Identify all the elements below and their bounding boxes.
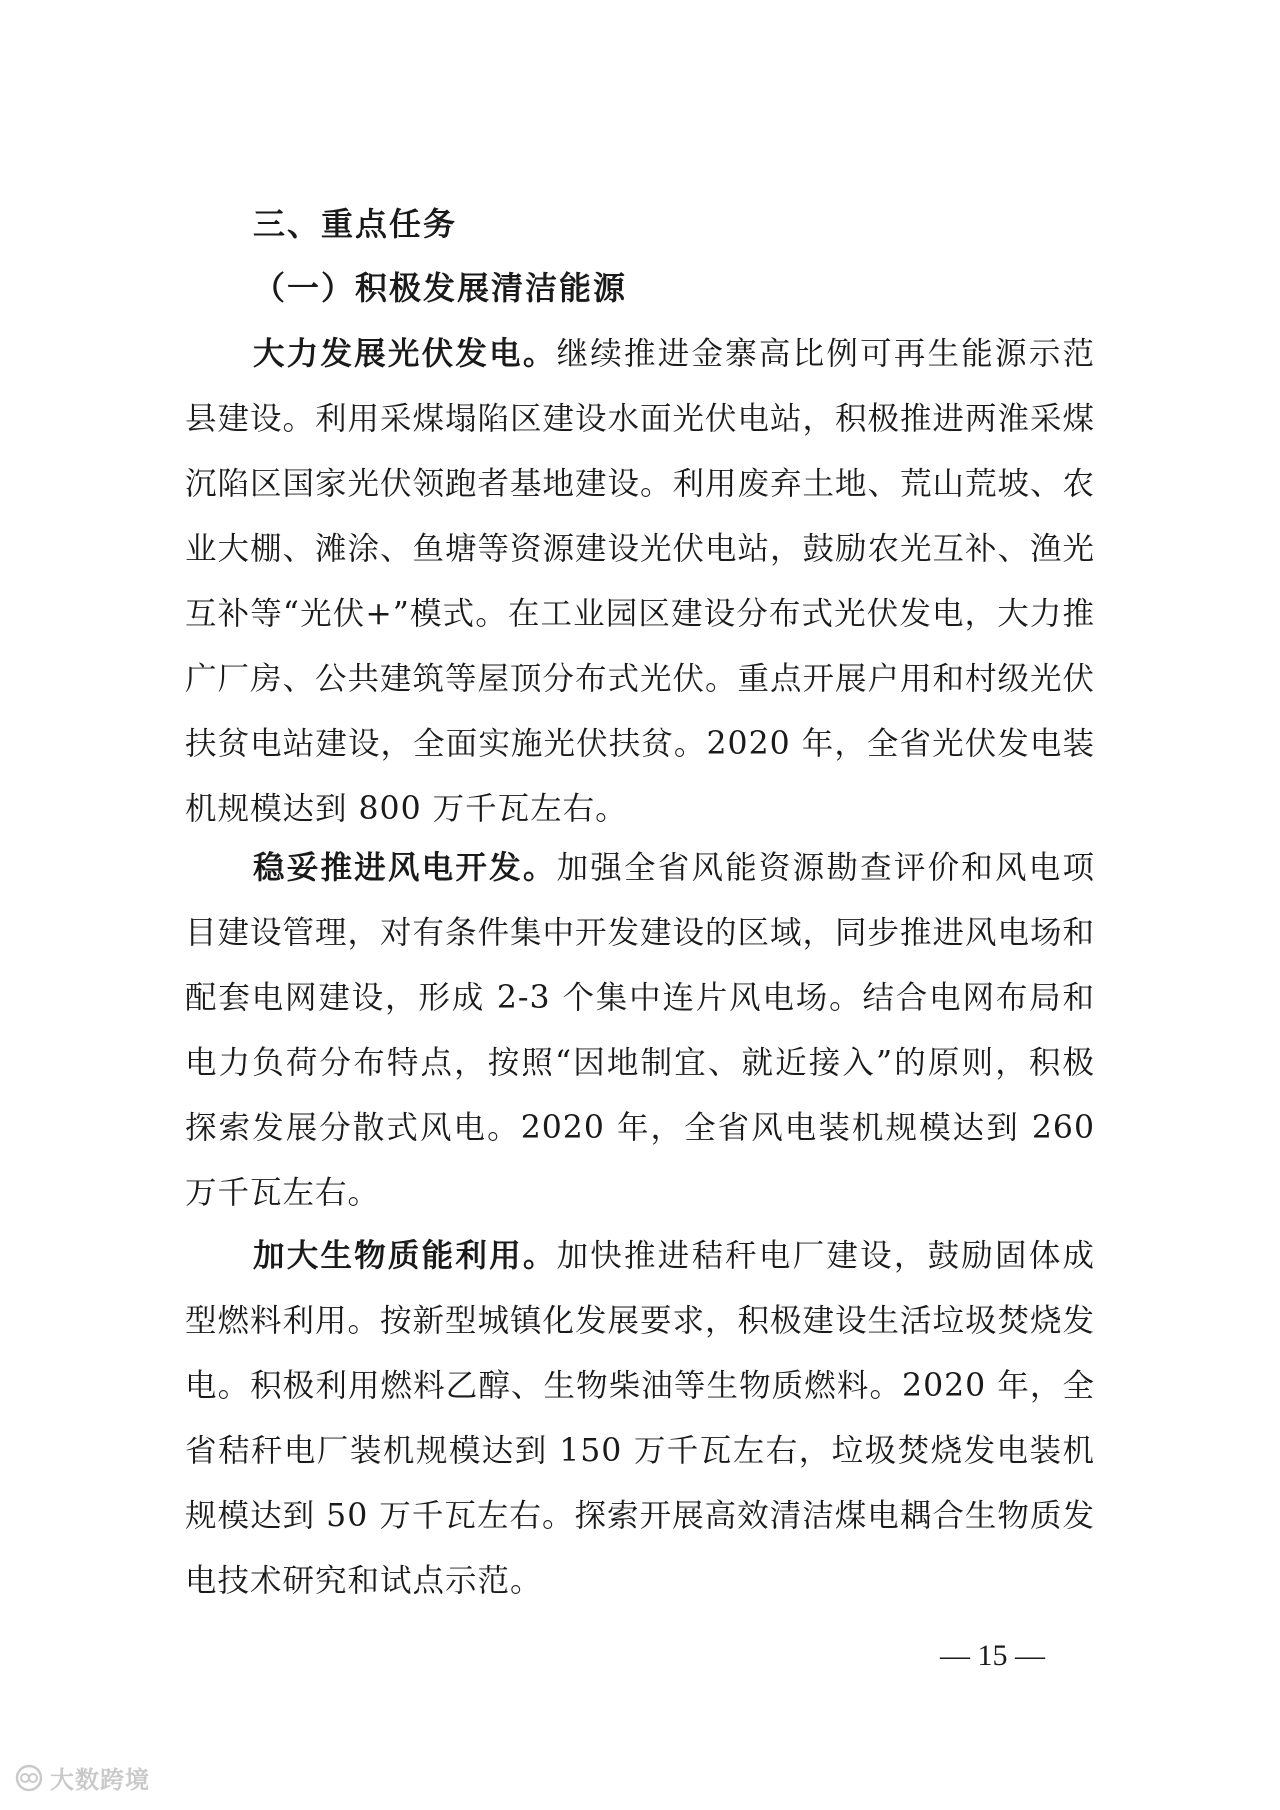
- brand-logo-icon: [14, 1763, 44, 1793]
- paragraph-solar: [185, 322, 1095, 842]
- paragraph-lead: 大力发展光伏发电。: [253, 336, 557, 372]
- paragraph-body: 加强全省风能资源勘查评价和风电项目建设管理，对有条件集中开发建设的区域，同步推进风电场和配套电网建设，形成 2-3 个集中连片风电场。结合电网布局和电力负荷分布特点，按照“因地制宜、就近接入”的原则，积极探索发展分散式风电。2020 年，全省风电装机规模达到 260 万千瓦左右。: [185, 850, 1096, 1211]
- section-heading: 三、重点任务: [253, 205, 458, 243]
- paragraph-body: 加快推进秸秆电厂建设，鼓励固体成型燃料利用。按新型城镇化发展要求，积极建设生活垃圾焚烧发电。积极利用燃料乙醇、生物柴油等生物质燃料。2020 年，全省秸秆电厂装机规模达到 150 万千瓦左右，垃圾焚烧发电装机规模达到 50 万千瓦左右。探索开展高效清洁煤电耦合生物质发电技术研究和试点示范。: [185, 1238, 1096, 1599]
- paragraph-lead: 稳妥推进风电开发。: [253, 850, 557, 886]
- watermark-text: 大数跨境: [50, 1766, 150, 1794]
- paragraph-lead: 加大生物质能利用。: [253, 1238, 557, 1274]
- watermark: [14, 1760, 150, 1795]
- subsection-heading: （一）积极发展清洁能源: [253, 269, 628, 307]
- paragraph-biomass: [185, 1224, 1095, 1614]
- page-number: — 15 —: [940, 1639, 1045, 1672]
- paragraph-body: 继续推进金寨高比例可再生能源示范县建设。利用采煤塌陷区建设水面光伏电站，积极推进两淮采煤沉陷区国家光伏领跑者基地建设。利用废弃土地、荒山荒坡、农业大棚、滩涂、鱼塘等资源建设光伏电站，鼓励农光互补、渔光互补等“光伏+”模式。在工业园区建设分布式光伏发电，大力推广厂房、公共建筑等屋顶分布式光伏。重点开展户用和村级光伏扶贫电站建设，全面实施光伏扶贫。2020 年，全省光伏发电装机规模达到 800 万千瓦左右。: [185, 336, 1096, 827]
- paragraph-wind: [185, 836, 1095, 1226]
